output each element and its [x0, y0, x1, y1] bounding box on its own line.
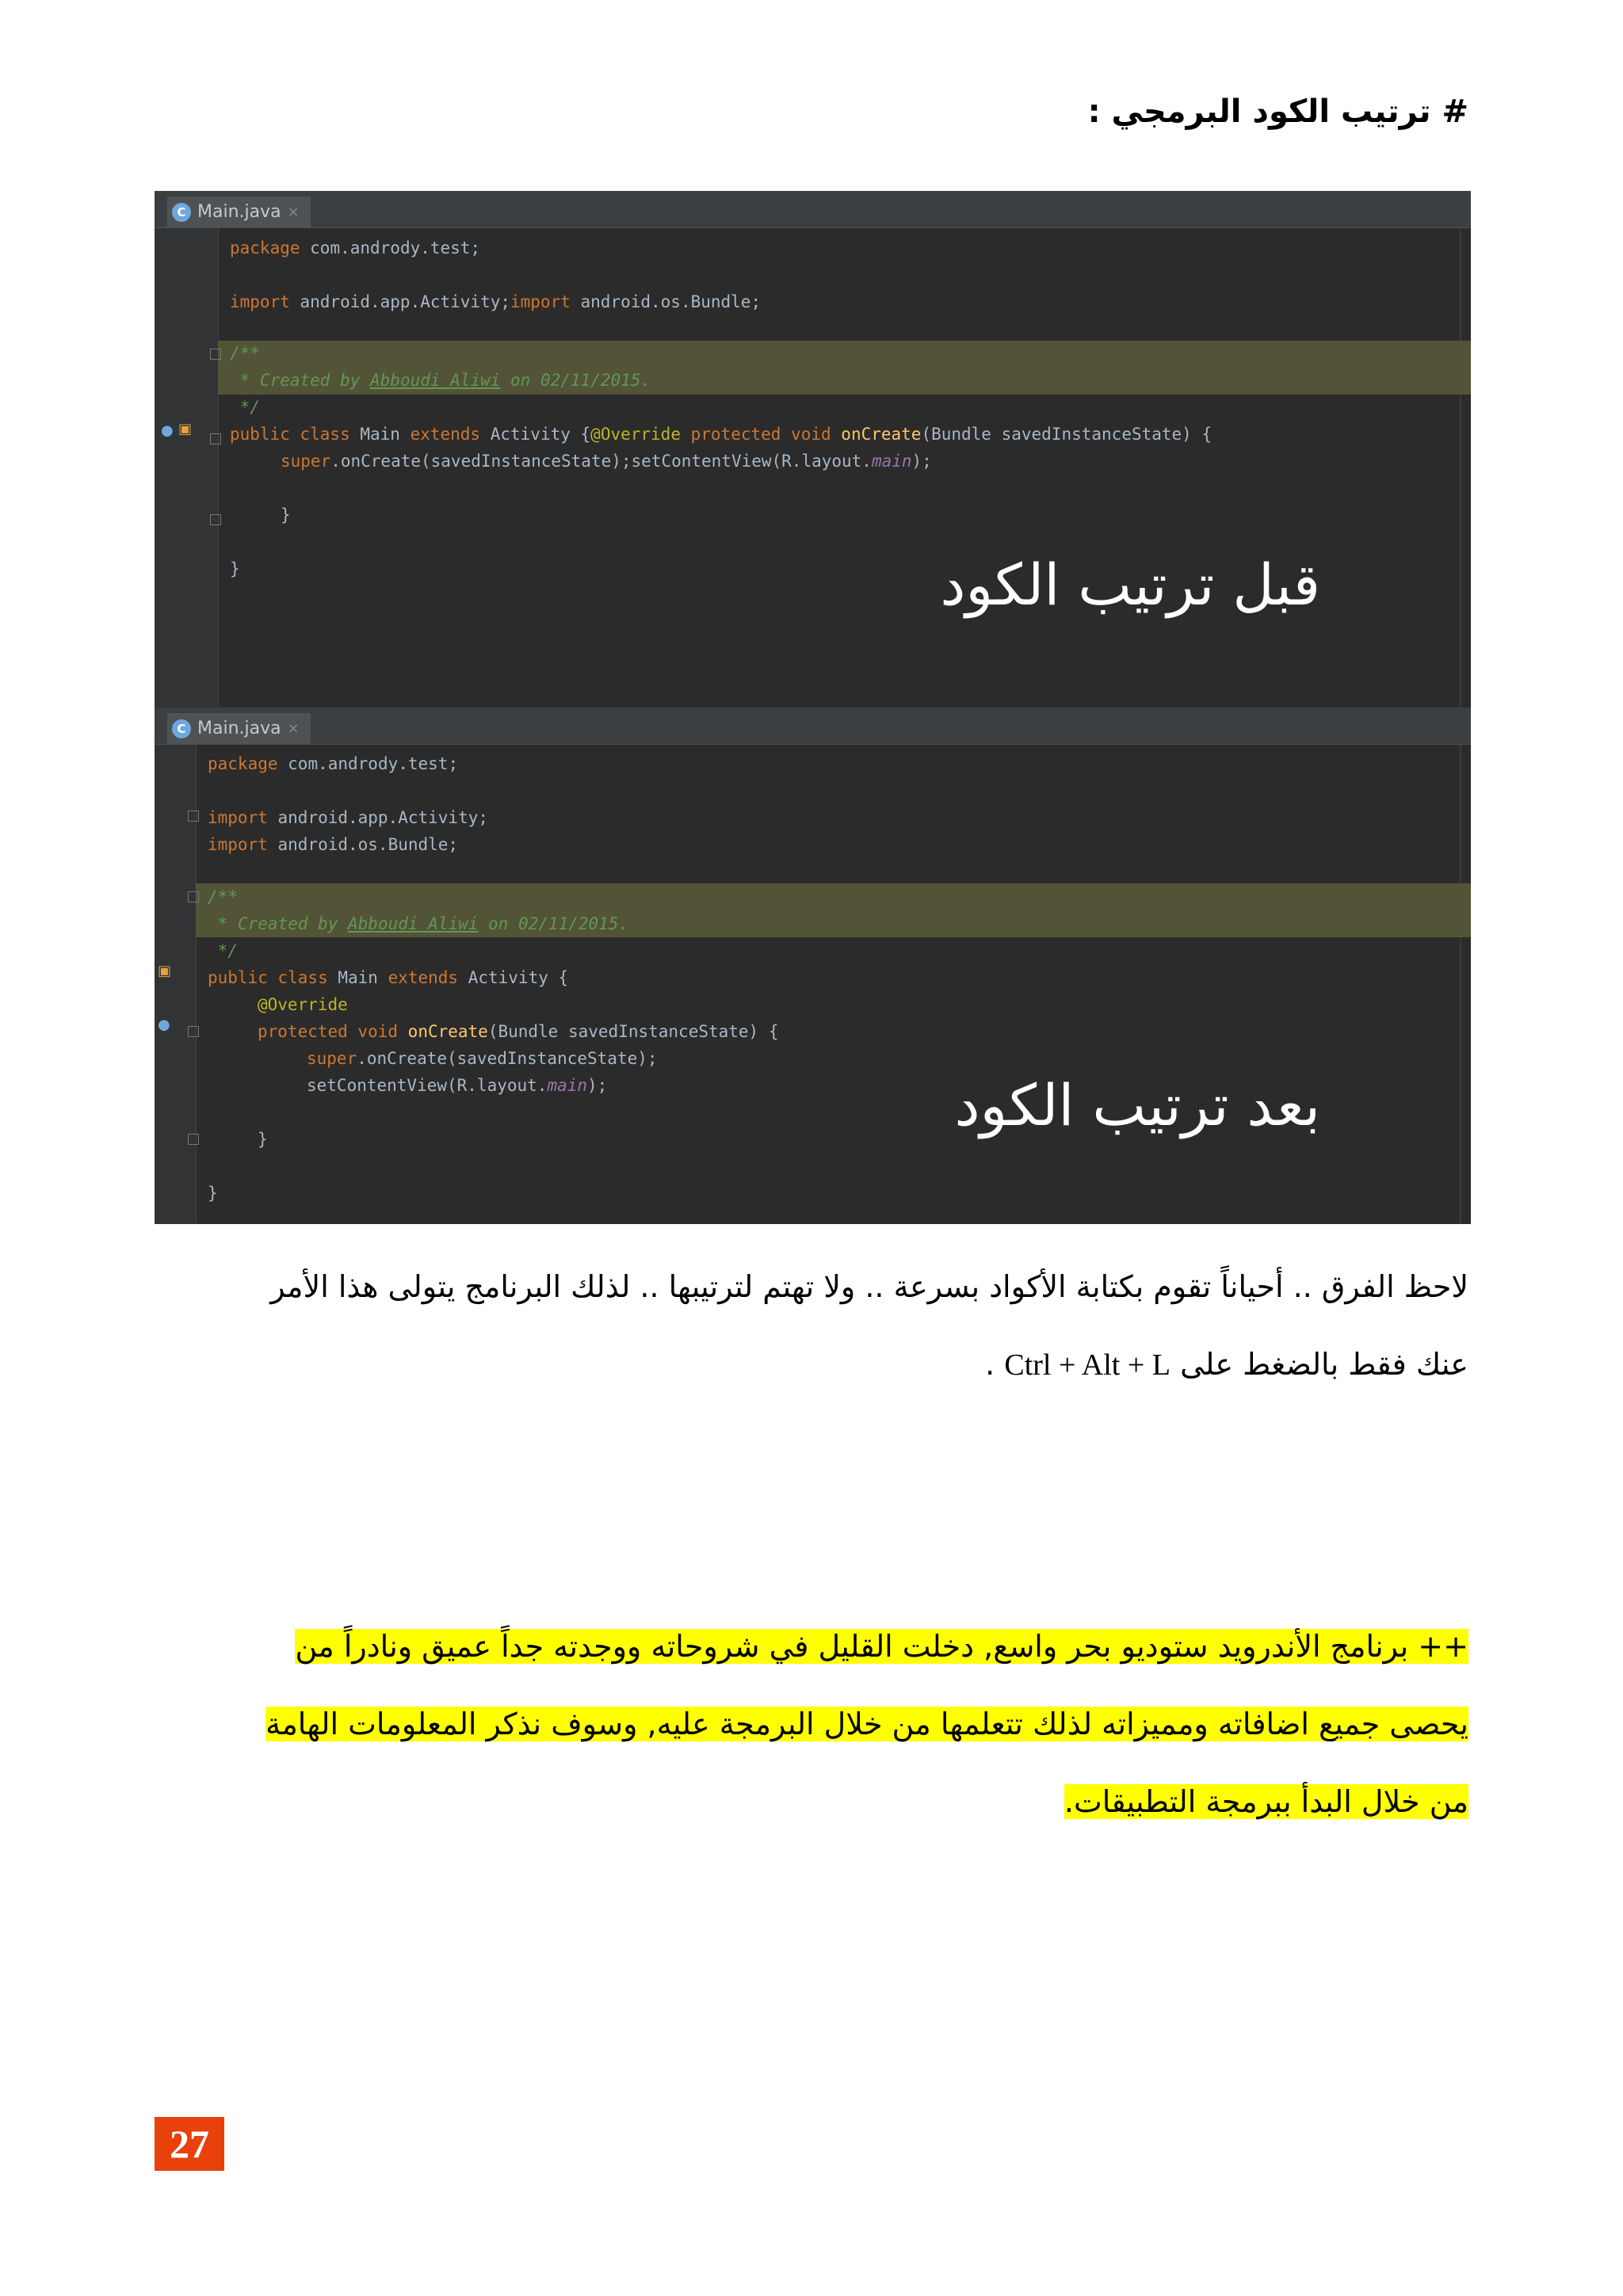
section-heading: # ترتيب الكود البرمجي : — [1087, 93, 1468, 130]
fold-marker-icon[interactable] — [188, 810, 199, 822]
explanation-paragraph — [153, 1248, 1468, 1404]
code-line: setContentView(R.layout.main); — [307, 1076, 608, 1095]
code-line: protected void onCreate(Bundle savedInstanceState) { — [258, 1022, 779, 1041]
ide-after-screenshot — [155, 707, 1471, 1224]
code-line: */ — [230, 398, 260, 417]
right-margin-guide — [1460, 745, 1461, 1224]
after-caption: بعد ترتيب الكود — [954, 1072, 1320, 1138]
code-line: package com.andrody.test; — [230, 238, 481, 257]
paragraph-text: عنك فقط بالضغط على — [1180, 1347, 1468, 1382]
code-line: * Created by Abboudi Aliwi on 02/11/2015. — [230, 371, 651, 390]
code-line: } — [230, 559, 240, 578]
code-line: public class Main extends Activity {@Override protected void onCreate(Bundle savedInstanceState) { — [230, 425, 1212, 444]
code-line: import android.app.Activity; — [208, 808, 489, 827]
close-icon[interactable]: × — [287, 720, 300, 737]
code-line: super.onCreate(savedInstanceState); — [307, 1049, 658, 1068]
paragraph-text: . — [985, 1347, 995, 1382]
fold-marker-icon[interactable] — [188, 1134, 199, 1145]
paragraph-line — [153, 1608, 1468, 1685]
code-line: } — [208, 1184, 218, 1203]
code-line: } — [281, 505, 291, 524]
fold-marker-icon[interactable] — [188, 1026, 199, 1037]
editor-tab-bar — [155, 191, 1471, 228]
highlighted-text: من خلال البدأ ببرمجة التطبيقات. — [1064, 1784, 1468, 1819]
code-line: @Override — [258, 995, 348, 1014]
paragraph-line — [153, 1763, 1468, 1840]
fold-marker-icon[interactable] — [210, 349, 221, 360]
paragraph-line — [153, 1325, 1468, 1404]
code-line: package com.andrody.test; — [208, 754, 459, 773]
code-line: * Created by Abboudi Aliwi on 02/11/2015. — [208, 914, 629, 933]
editor-tab-bar — [155, 707, 1471, 745]
code-line: } — [258, 1130, 268, 1149]
fold-marker-icon[interactable] — [210, 514, 221, 525]
code-line: super.onCreate(savedInstanceState);setContentView(R.layout.main); — [281, 452, 932, 471]
tab-main-java[interactable] — [167, 713, 311, 744]
page-number: 27 — [155, 2117, 224, 2171]
code-line: /** — [208, 887, 238, 906]
close-icon[interactable]: × — [287, 204, 300, 220]
line-gutter — [155, 228, 219, 707]
code-line: public class Main extends Activity { — [208, 968, 569, 987]
keyboard-shortcut: Ctrl + Alt + L — [1004, 1348, 1171, 1382]
paragraph-line — [153, 1685, 1468, 1763]
code-line: /** — [230, 344, 260, 363]
code-line: import android.app.Activity;import android.os.Bundle; — [230, 292, 762, 311]
fold-marker-icon[interactable] — [188, 891, 199, 902]
ide-before-screenshot — [155, 191, 1471, 707]
run-config-icon[interactable]: ▣ — [158, 963, 172, 979]
run-config-icon[interactable]: ▣ — [178, 421, 193, 437]
before-caption: قبل ترتيب الكود — [940, 551, 1320, 618]
paragraph-line: لاحظ الفرق .. أحياناً تقوم بكتابة الأكواد بسرعة .. ولا تهتم لترتيبها .. لذلك البرنامج يتولى هذا الأمر — [270, 1269, 1468, 1304]
highlighted-text: ++ برنامج الأندرويد ستوديو بحر واسع, دخلت القليل في شروحاته ووجدته جداً عميق ونادراً من — [295, 1629, 1468, 1664]
fold-marker-icon[interactable] — [210, 433, 221, 444]
tab-label: Main.java — [197, 719, 281, 738]
java-class-icon: C — [172, 203, 191, 222]
code-line: */ — [208, 941, 238, 960]
java-class-icon: C — [172, 719, 191, 738]
highlighted-note — [153, 1608, 1468, 1840]
tab-label: Main.java — [197, 202, 281, 222]
override-marker-icon[interactable]: ● — [158, 1016, 170, 1033]
right-margin-guide — [1460, 228, 1461, 707]
code-line: import android.os.Bundle; — [208, 835, 459, 854]
highlighted-text: يحصى جميع اضافاته ومميزاته لذلك تتعلمها من خلال البرمجة عليه, وسوف نذكر المعلومات الهامة — [265, 1707, 1468, 1741]
override-marker-icon[interactable]: ● — [161, 422, 174, 439]
tab-main-java[interactable] — [167, 196, 311, 227]
